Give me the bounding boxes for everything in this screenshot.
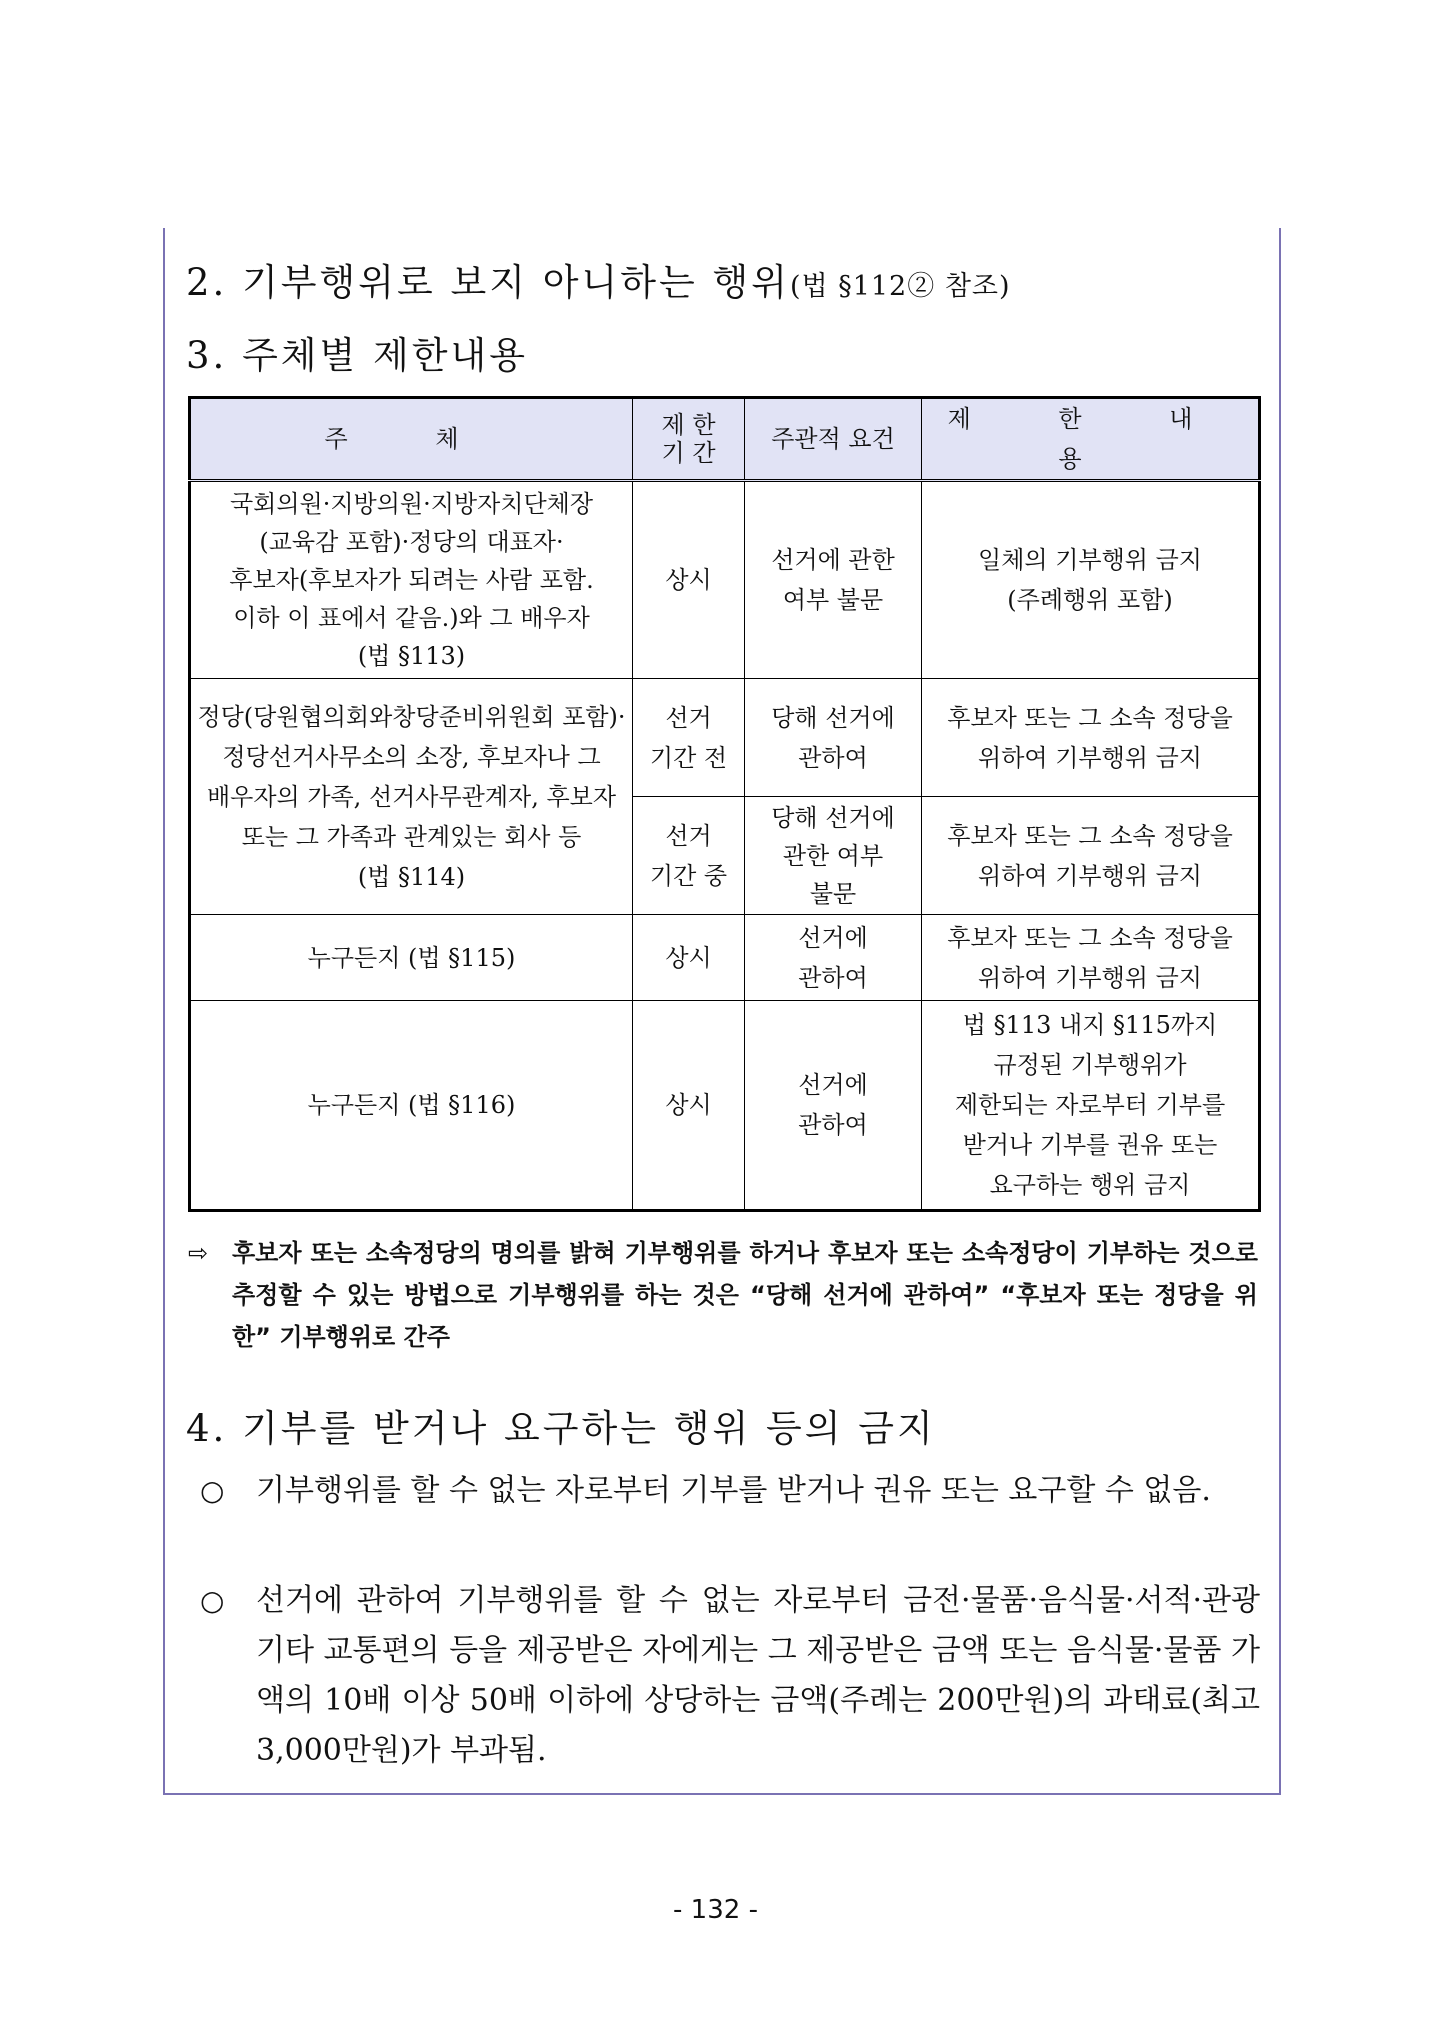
section-2-title: 2. 기부행위로 보지 아니하는 행위 (186, 261, 790, 304)
header-content: 제 한 내 용 (922, 398, 1260, 481)
cell-period: 상시 (633, 915, 745, 1001)
list-item (200, 1466, 1260, 1516)
header-subject: 주 체 (190, 398, 633, 481)
table-row (190, 1001, 1260, 1211)
cell-period: 상시 (633, 481, 745, 679)
section-4-heading (186, 1398, 936, 1452)
bullet-text: 선거에 관하여 기부행위를 할 수 없는 자로부터 금전·물품·음식물·서적·관광 기타 교통편의 등을 제공받은 자에게는 그 제공받은 금액 또는 음식물·물품 가액의 10배 이상 50배 이하에 상당하는 금액(주례는 200만원)의 과태료(최고 3,000만원)가 부과됨. (256, 1583, 1260, 1768)
table-row (190, 481, 1260, 679)
page-number: - 132 - (673, 1895, 758, 1925)
cell-requirement: 선거에 관하여 (745, 1001, 922, 1211)
cell-subject: 누구든지 (법 §116) (190, 1001, 633, 1211)
section-2-heading (186, 252, 1011, 306)
cell-requirement: 선거에 관한 여부 불문 (745, 481, 922, 679)
cell-content: 법 §113 내지 §115까지 규정된 기부행위가 제한되는 자로부터 기부를 받거나 기부를 권유 또는 요구하는 행위 금지 (922, 1001, 1260, 1211)
restriction-table (188, 396, 1261, 1212)
section-3-heading (186, 325, 528, 379)
table-row (190, 679, 1260, 797)
circle-bullet-icon: ○ (200, 1584, 225, 1617)
table-row (190, 915, 1260, 1001)
cell-subject: 국회의원·지방의원·지방자치단체장 (교육감 포함)·정당의 대표자· 후보자(후보자가 되려는 사람 포함. 이하 이 표에서 같음.)와 그 배우자 (법 §113) (190, 481, 633, 679)
note-paragraph (188, 1232, 1258, 1358)
table-header-row (190, 398, 1260, 481)
cell-period: 선거 기간 전 (633, 679, 745, 797)
cell-content: 후보자 또는 그 소속 정당을 위하여 기부행위 금지 (922, 679, 1260, 797)
list-item (200, 1576, 1260, 1776)
bullet-text: 기부행위를 할 수 없는 자로부터 기부를 받거나 권유 또는 요구할 수 없음. (256, 1473, 1211, 1508)
cell-period: 선거 기간 중 (633, 797, 745, 915)
cell-content: 일체의 기부행위 금지 (주례행위 포함) (922, 481, 1260, 679)
cell-content: 후보자 또는 그 소속 정당을 위하여 기부행위 금지 (922, 797, 1260, 915)
right-arrow-icon: ⇨ (188, 1239, 209, 1267)
cell-subject: 정당(당원협의회와창당준비위원회 포함)· 정당선거사무소의 소장, 후보자나 그 배우자의 가족, 선거사무관계자, 후보자 또는 그 가족과 관계있는 회사 등 (법 §114) (190, 679, 633, 915)
section-3-title: 3. 주체별 제한내용 (186, 334, 529, 377)
cell-period: 상시 (633, 1001, 745, 1211)
cell-content: 후보자 또는 그 소속 정당을 위하여 기부행위 금지 (922, 915, 1260, 1001)
header-requirement: 주관적 요건 (745, 398, 922, 481)
cell-requirement: 선거에 관하여 (745, 915, 922, 1001)
section-4-title: 4. 기부를 받거나 요구하는 행위 등의 금지 (186, 1407, 936, 1450)
circle-bullet-icon: ○ (200, 1474, 225, 1507)
section-2-ref: (법 §112② 참조) (790, 271, 1011, 302)
header-period: 제 한 기 간 (633, 398, 745, 481)
cell-subject: 누구든지 (법 §115) (190, 915, 633, 1001)
cell-requirement: 당해 선거에 관하여 (745, 679, 922, 797)
note-text: 후보자 또는 소속정당의 명의를 밝혀 기부행위를 하거나 후보자 또는 소속정당이 기부하는 것으로 추정할 수 있는 방법으로 기부행위를 하는 것은 “당해 선거에 관하여” “후보자 또는 정당을 위한” 기부행위로 간주 (232, 1239, 1258, 1351)
cell-requirement: 당해 선거에 관한 여부 불문 (745, 797, 922, 915)
